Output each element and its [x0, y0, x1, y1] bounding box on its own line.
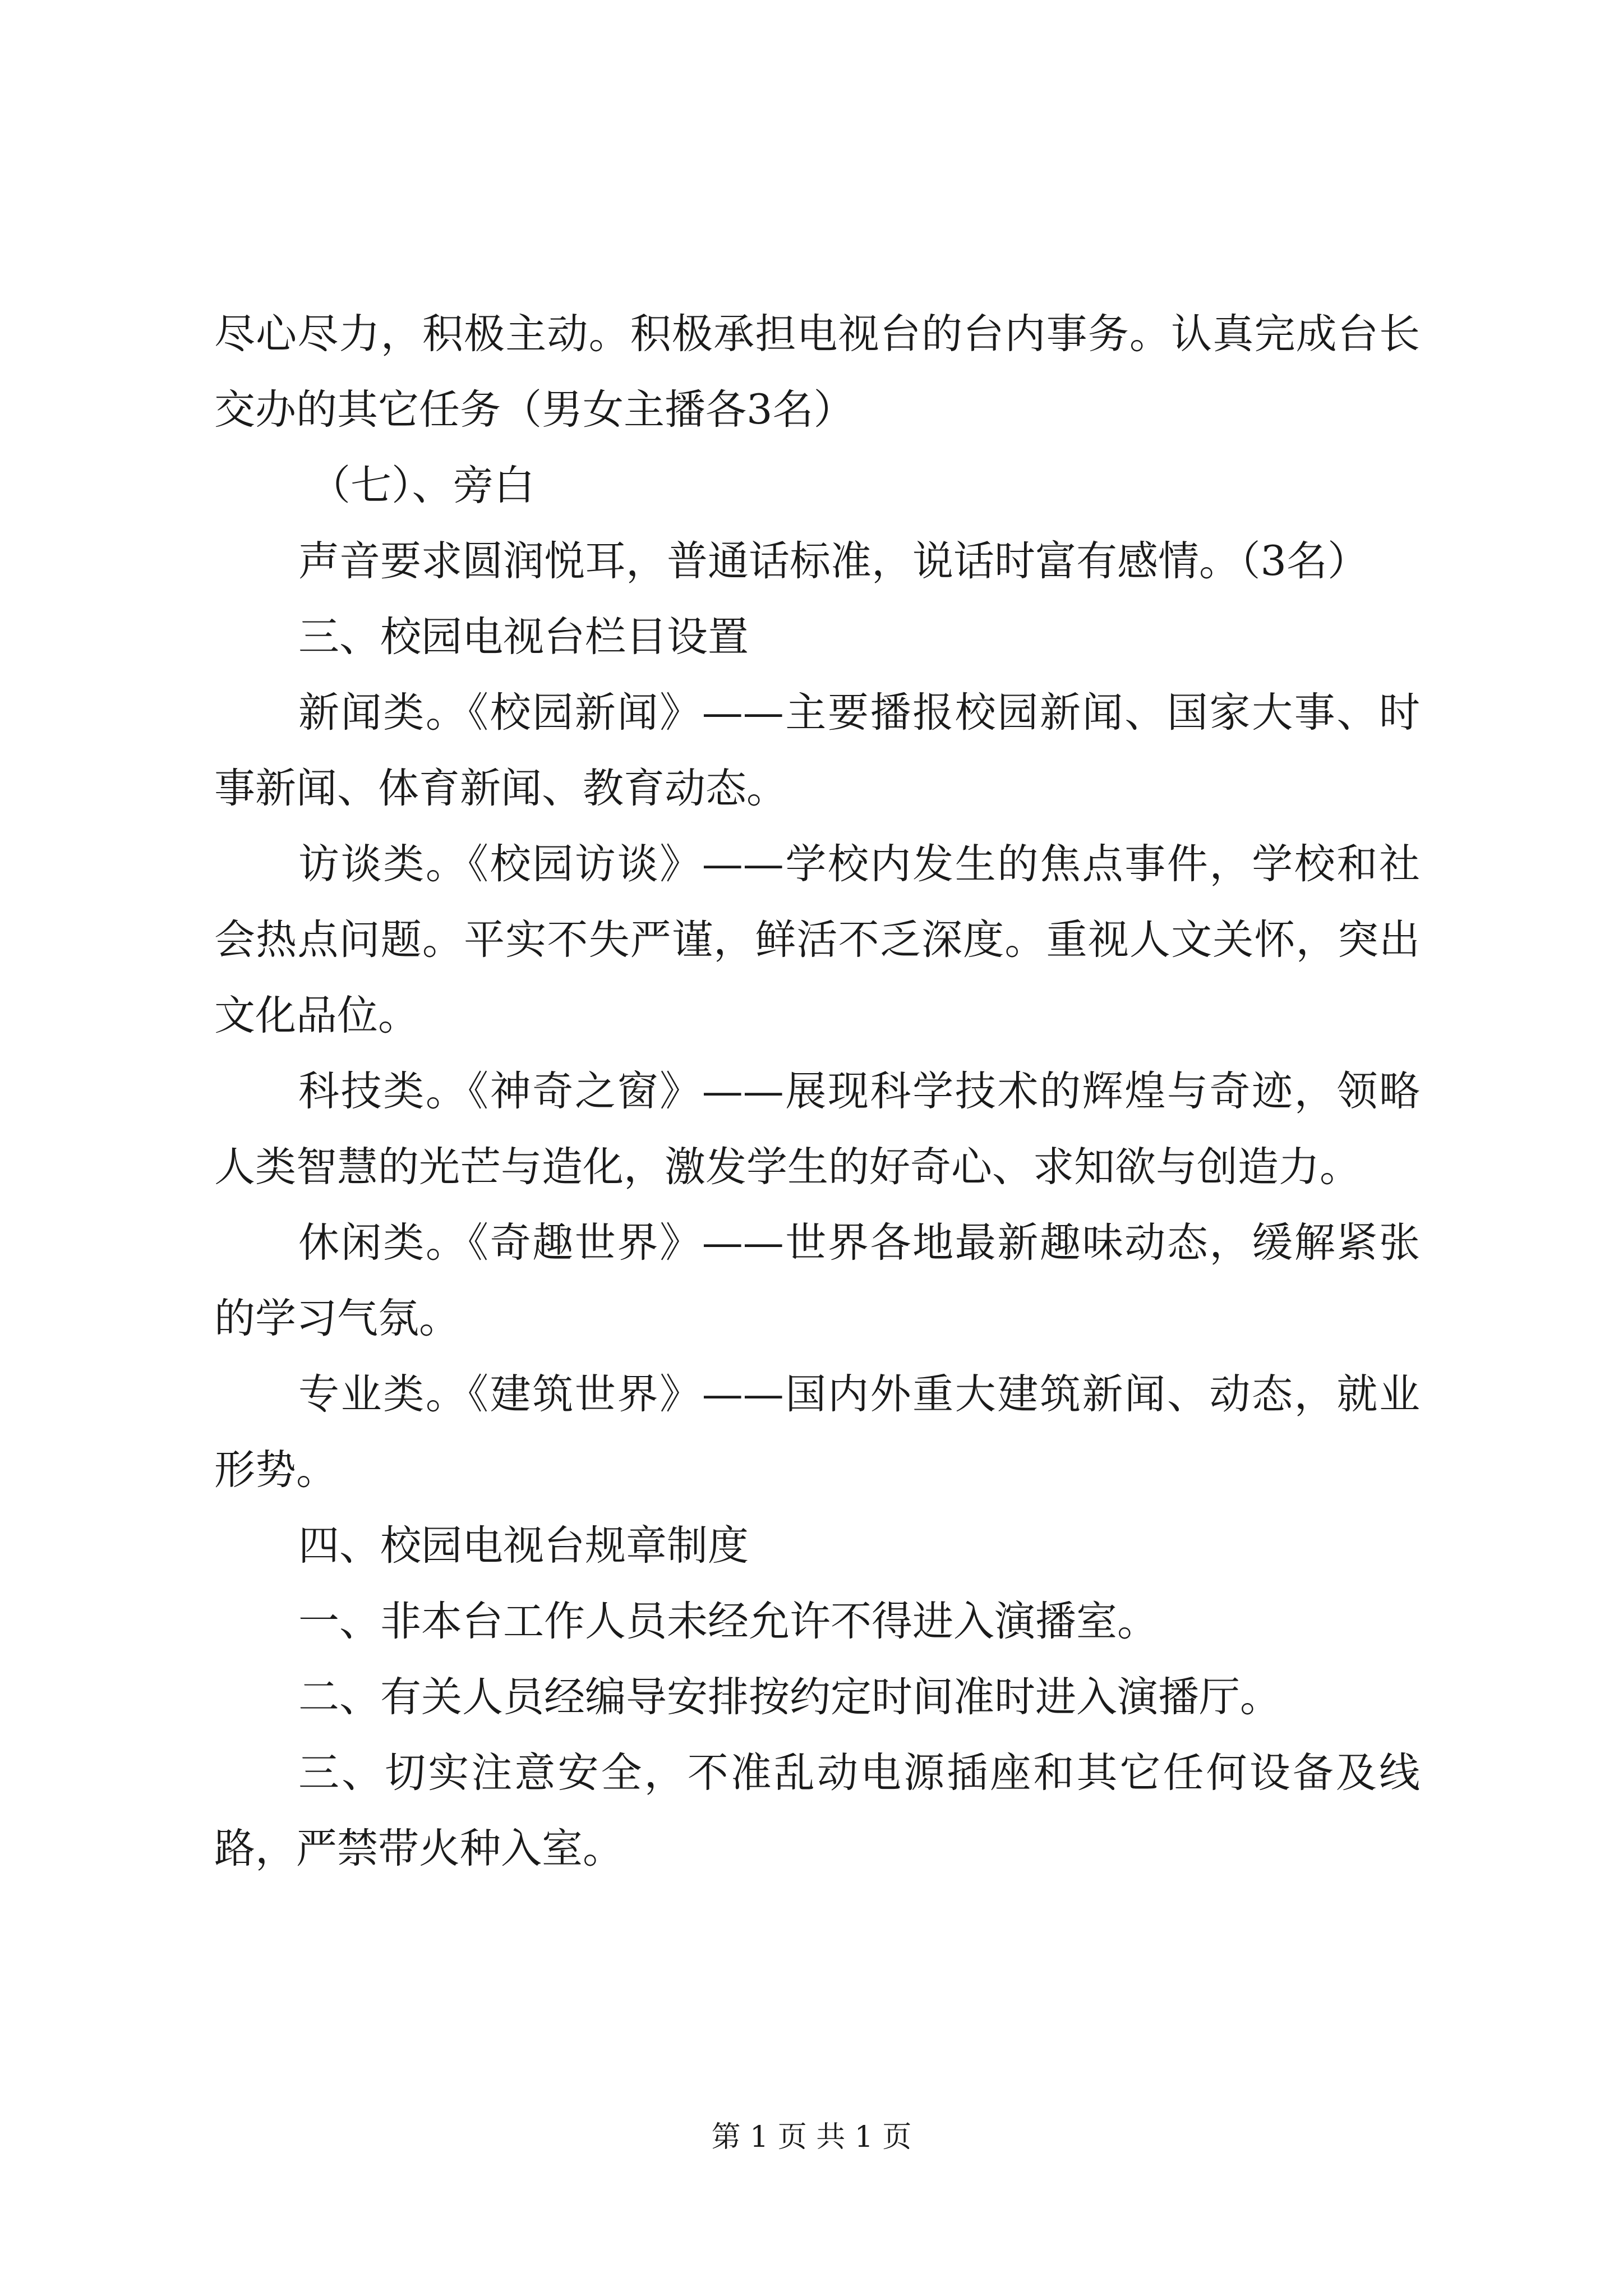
paragraph-news-program: 新闻类。《校园新闻》——主要播报校园新闻、国家大事、时事新闻、体育新闻、教育动态。 [214, 689, 1420, 812]
paragraph-interview-program: 访谈类。《校园访谈》——学校内发生的焦点事件，学校和社会热点问题。平实不失严谨，鲜活不乏深度。重视人文关怀，突出文化品位。 [214, 840, 1420, 1039]
document-body [214, 296, 1420, 1887]
page-footer: 第 1 页 共 1 页 [711, 2120, 912, 2154]
paragraph-leisure-program: 休闲类。《奇趣世界》——世界各地最新趣味动态，缓解紧张的学习气氛。 [214, 1219, 1420, 1342]
paragraph-narration-requirements: 声音要求圆润悦耳，普通话标准，说话时富有感情。（3名） [298, 537, 1368, 585]
section-heading-narration: （七）、旁白 [310, 462, 535, 509]
section-heading-regulations: 四、校园电视台规章制度 [298, 1522, 749, 1570]
paragraph-professional-program: 专业类。《建筑世界》——国内外重大建筑新闻、动态，就业形势。 [214, 1370, 1420, 1494]
regulation-item-2: 二、有关人员经编导安排按约定时间准时进入演播厅。 [298, 1673, 1281, 1721]
paragraph-continuation: 尽心尽力，积极主动。积极承担电视台的台内事务。认真完成台长交办的其它任务（男女主播各3名） [214, 310, 1420, 434]
section-heading-program-settings: 三、校园电视台栏目设置 [298, 613, 749, 661]
regulation-item-1: 一、非本台工作人员未经允许不得进入演播室。 [298, 1598, 1158, 1645]
regulation-item-3: 三、切实注意安全，不准乱动电源插座和其它任何设备及线路，严禁带火种入室。 [214, 1749, 1420, 1872]
paragraph-science-program: 科技类。《神奇之窗》——展现科学技术的辉煌与奇迹，领略人类智慧的光芒与造化，激发学生的好奇心、求知欲与创造力。 [214, 1068, 1420, 1191]
